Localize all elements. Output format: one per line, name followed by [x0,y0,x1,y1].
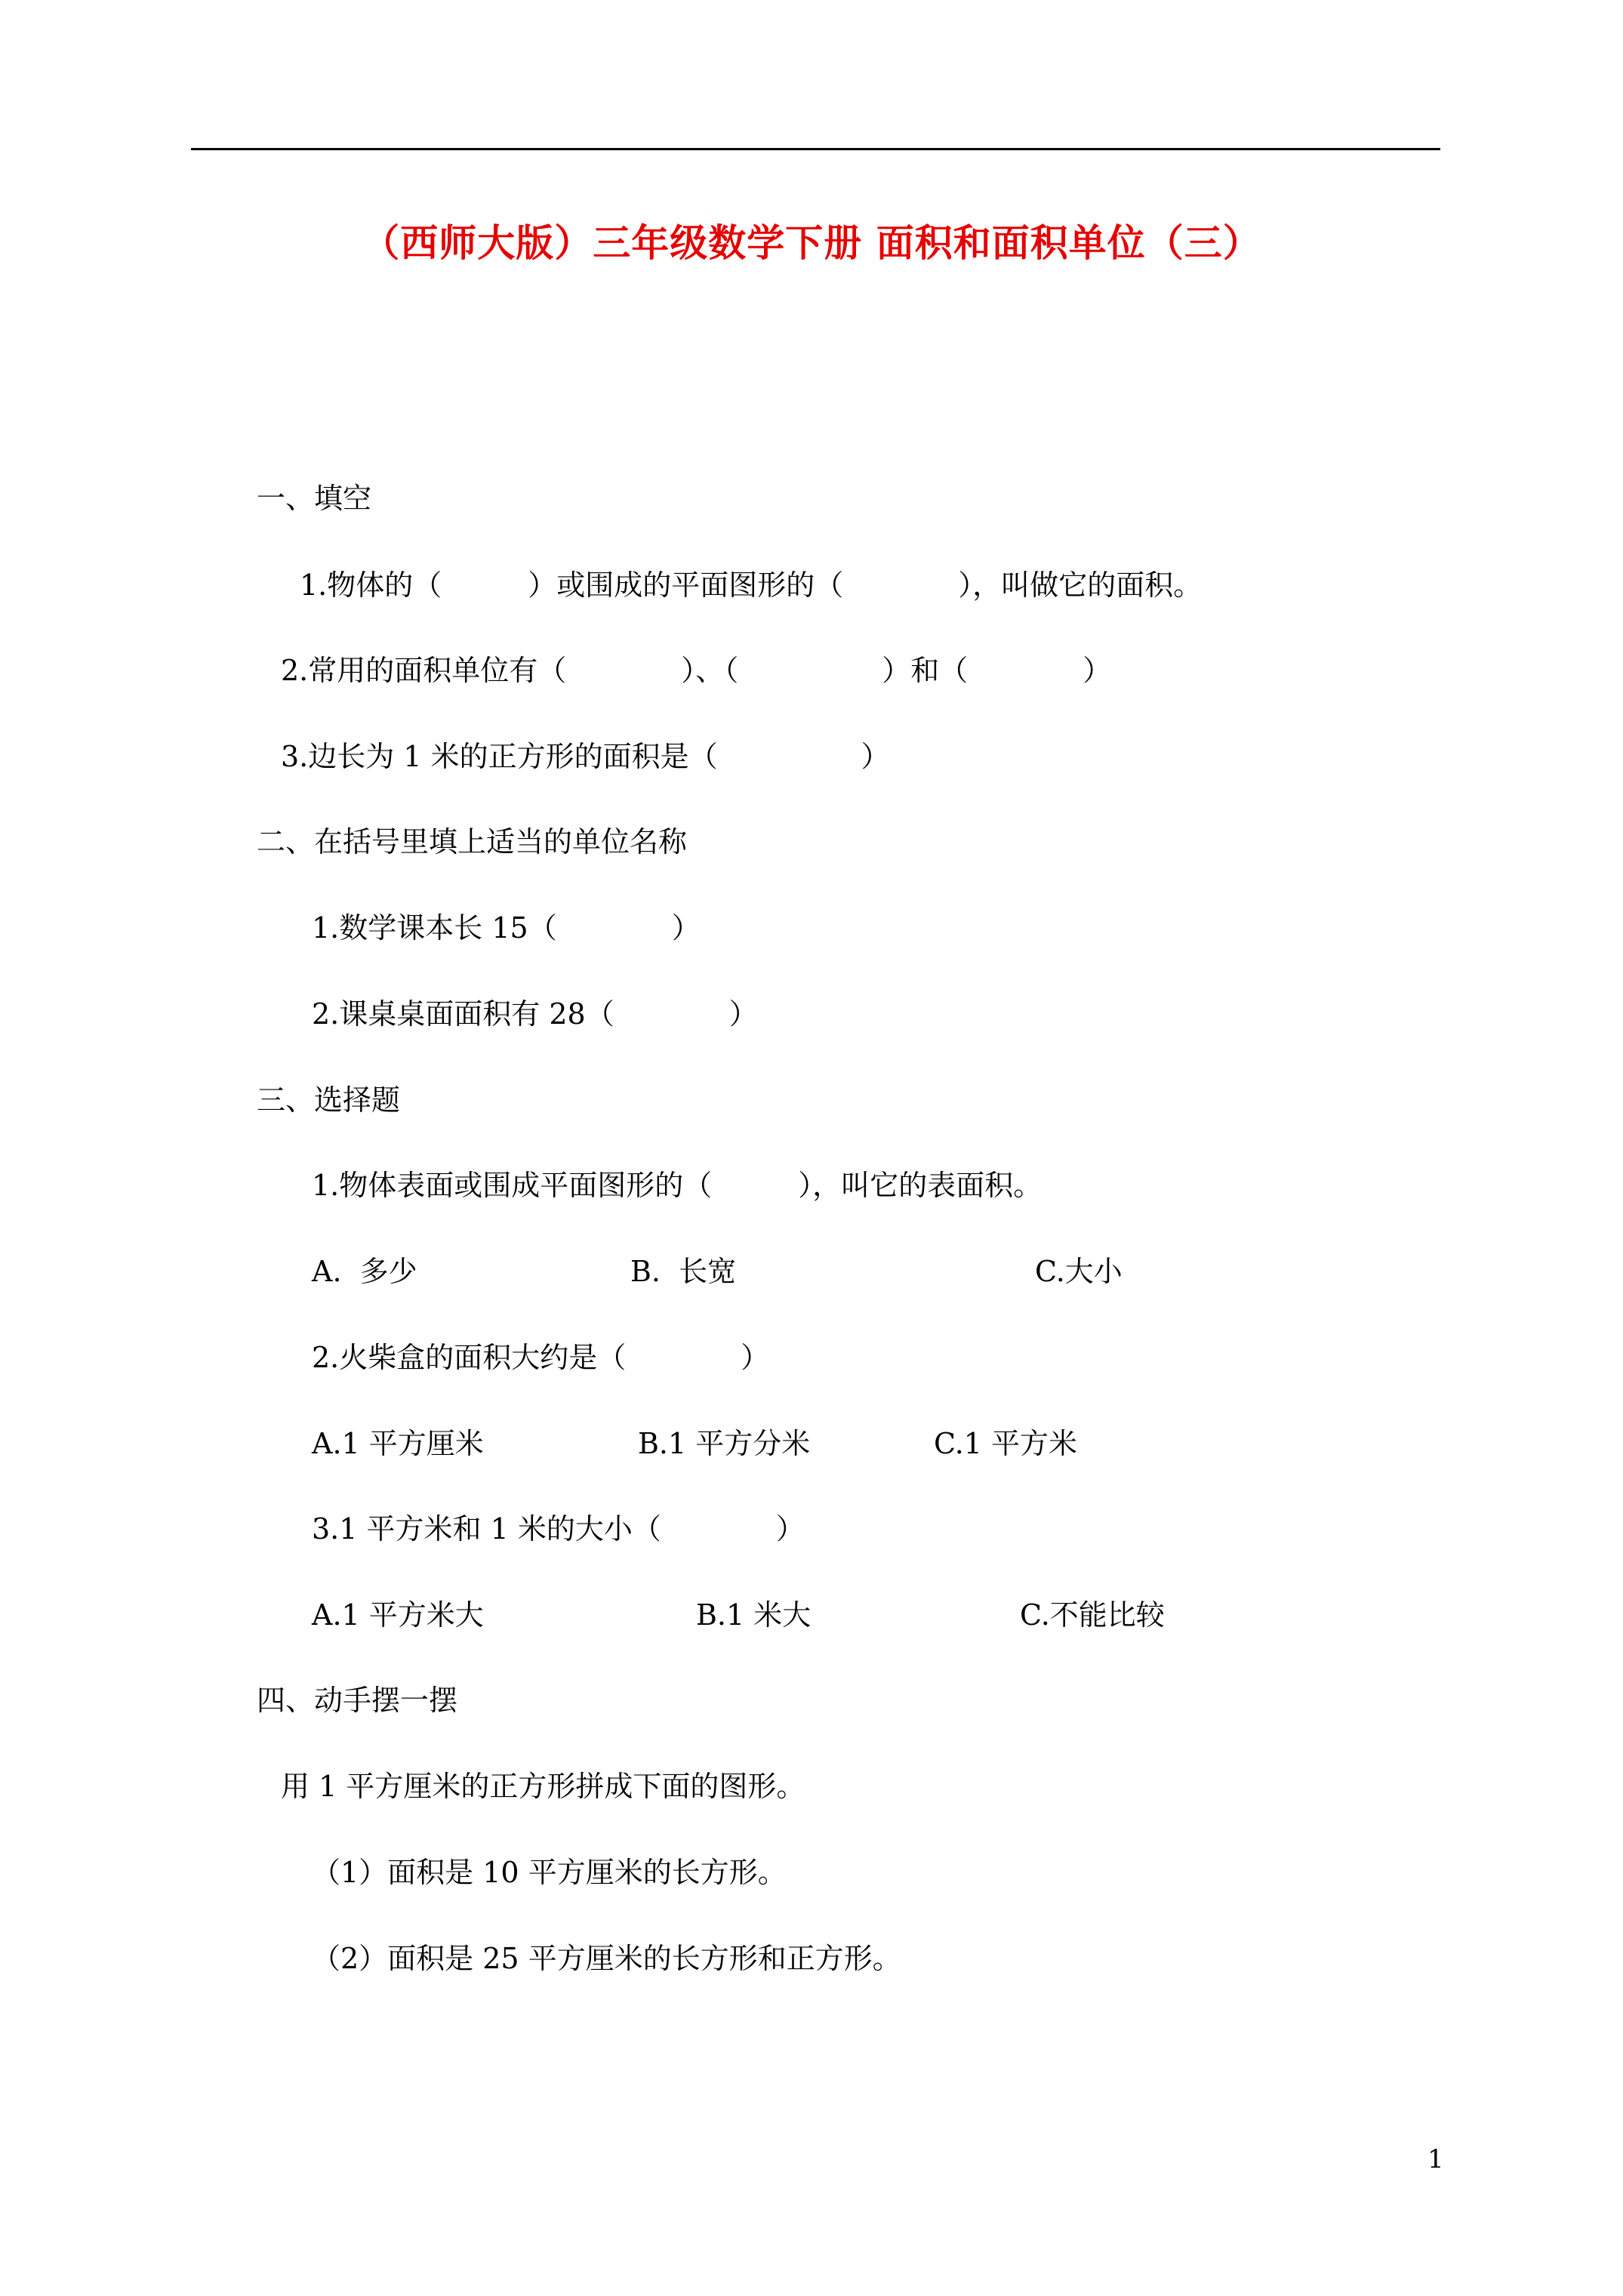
section-2-heading: 二、在括号里填上适当的单位名称 [257,825,688,858]
header-rule [191,148,1440,150]
page-title: （西师大版）三年级数学下册 面积和面积单位（三） [362,221,1261,265]
s3-q1-option-b: B. 长宽 [630,1255,737,1288]
s3-q1-option-a: A. 多少 [312,1255,417,1288]
s1-question-2: 2.常用的面积单位有（ ）、（ ）和（ ） [281,654,1112,687]
s1-question-1: 1.物体的（ ）或围成的平面图形的（ ），叫做它的面积。 [300,569,1203,602]
s2-question-2: 2.课桌桌面面积有 28（ ） [312,997,758,1031]
section-1-heading: 一、填空 [257,482,372,515]
section-3-heading: 三、选择题 [257,1083,401,1117]
s2-question-1: 1.数学课本长 15（ ） [312,911,701,945]
s4-part-1: （1）面积是 10 平方厘米的长方形。 [312,1856,787,1889]
section-4-heading: 四、动手摆一摆 [257,1684,458,1717]
s3-q2-option-a: A.1 平方厘米 [312,1427,484,1460]
s3-question-1: 1.物体表面或围成平面图形的（ ），叫它的表面积。 [312,1169,1042,1202]
s3-q2-option-b: B.1 平方分米 [638,1427,811,1460]
s3-question-2: 2.火柴盒的面积大约是（ ） [312,1341,770,1374]
s3-q3-option-a: A.1 平方米大 [312,1598,484,1632]
s4-intro: 用 1 平方厘米的正方形拼成下面的图形。 [281,1770,805,1803]
s3-q3-option-c: C.不能比较 [1020,1598,1165,1632]
s3-q3-option-b: B.1 米大 [696,1598,812,1632]
s1-question-3: 3.边长为 1 米的正方形的面积是（ ） [281,740,890,773]
s3-question-3: 3.1 平方米和 1 米的大小（ ） [312,1512,805,1546]
s3-q1-option-c: C.大小 [1035,1255,1123,1288]
s4-part-2: （2）面积是 25 平方厘米的长方形和正方形。 [312,1942,901,1975]
s3-q2-option-c: C.1 平方米 [934,1427,1078,1460]
page-number: 1 [1427,2144,1444,2174]
